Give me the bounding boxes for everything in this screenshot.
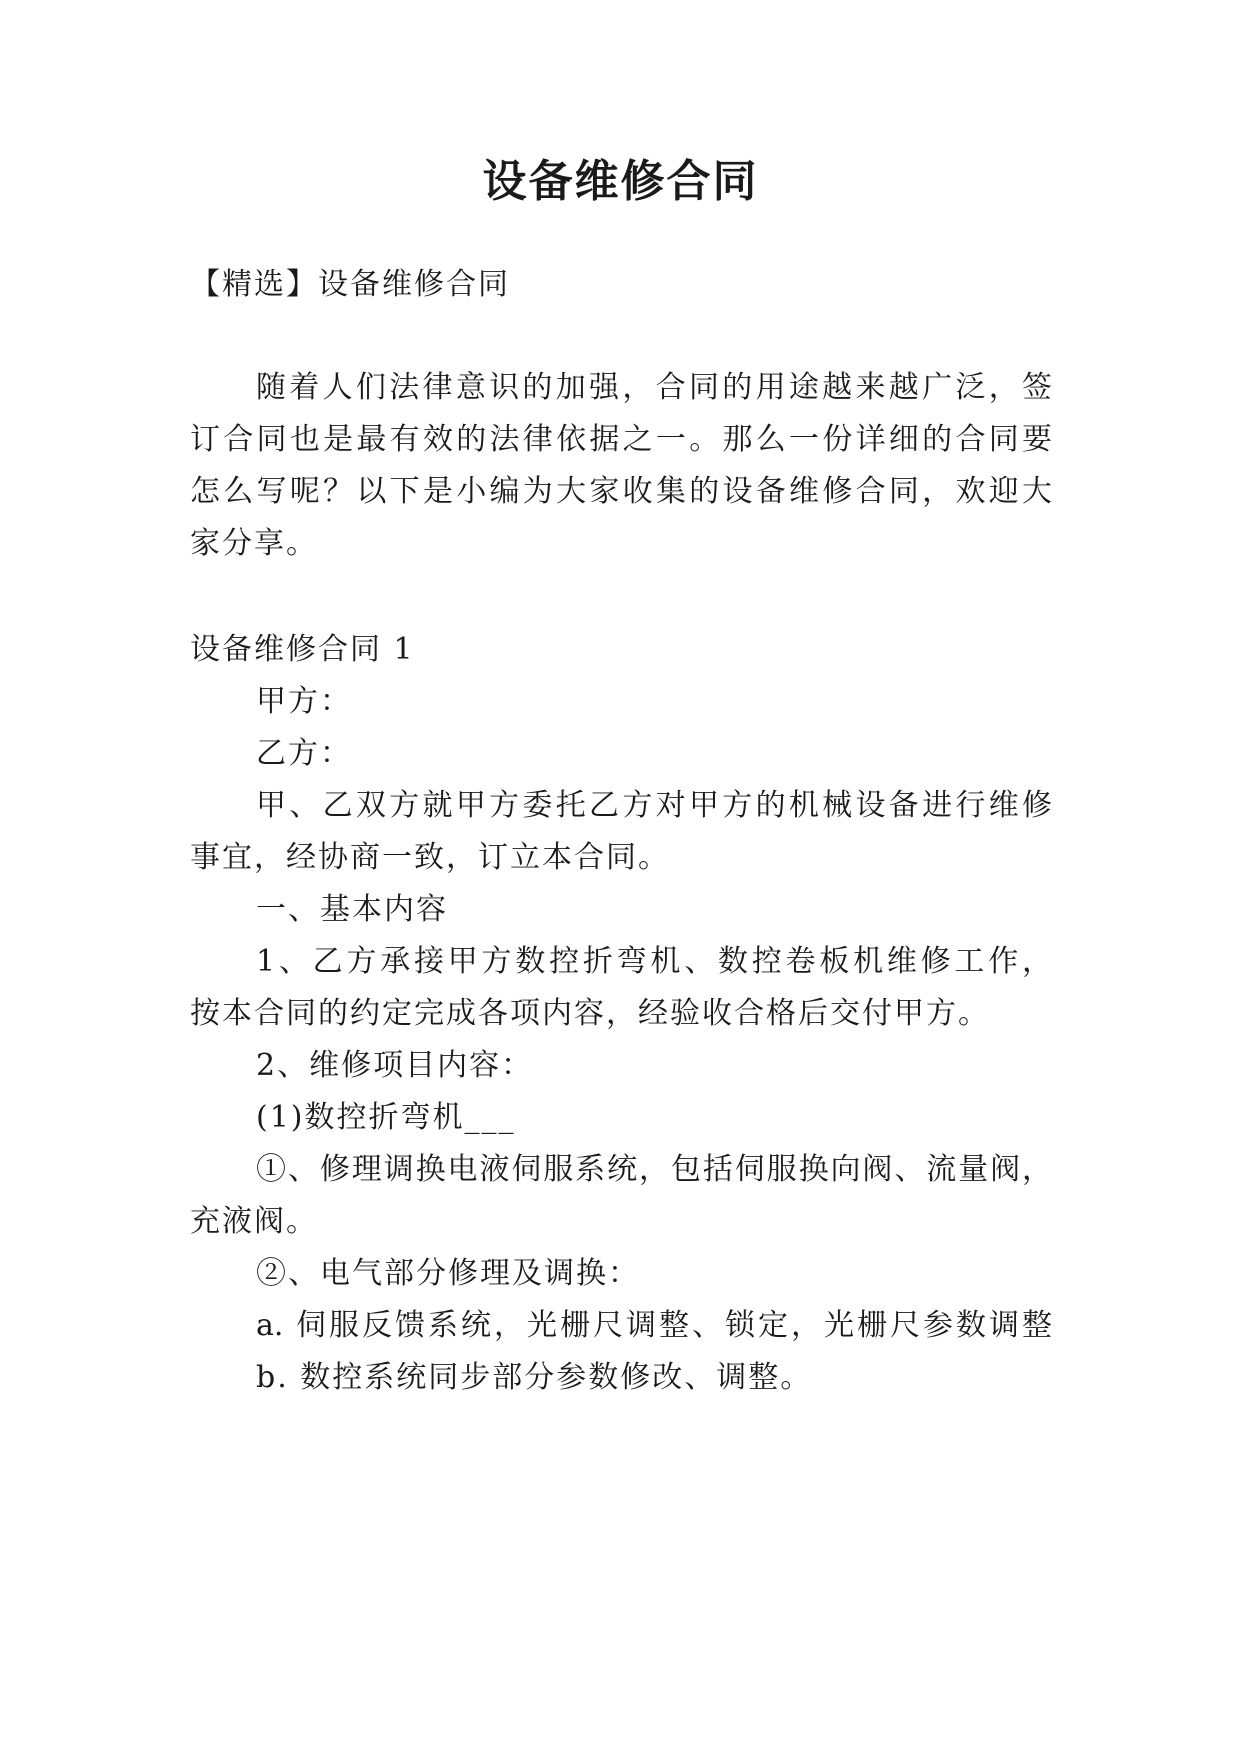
document-subtitle: 【精选】设备维修合同 (190, 267, 510, 302)
document-title: 设备维修合同 (482, 156, 759, 207)
item1-line-2: 按本合同的约定完成各项内容，经验收合格后交付甲方。 (190, 996, 990, 1031)
item2-label: 2、维修项目内容： (256, 1048, 534, 1083)
party-a-label: 甲方： (256, 684, 352, 719)
intro-line-1: 随着人们法律意识的加强，合同的用途越来越广泛，签 (256, 370, 1052, 405)
contract-heading: 设备维修合同 1 (190, 632, 415, 667)
circle-item-2: ②、电气部分修理及调换： (256, 1256, 640, 1291)
preamble-line-1: 甲、乙双方就甲方委托乙方对甲方的机械设备进行维修 (256, 788, 1052, 823)
circle-item-1-line-1: ①、修理调换电液伺服系统，包括伺服换向阀、流量阀， (256, 1152, 1052, 1187)
party-b-label: 乙方： (256, 736, 352, 771)
preamble-line-2: 事宜，经协商一致，订立本合同。 (190, 840, 670, 875)
intro-line-3: 怎么写呢？以下是小编为大家收集的设备维修合同，欢迎大 (190, 474, 1052, 509)
intro-line-4: 家分享。 (190, 526, 318, 561)
item1-line-1: 1、乙方承接甲方数控折弯机、数控卷板机维修工作， (256, 944, 1052, 979)
section-heading: 一、基本内容 (256, 892, 448, 927)
intro-line-2: 订合同也是最有效的法律依据之一。那么一份详细的合同要 (190, 422, 1052, 457)
point-a: a. 伺服反馈系统，光栅尺调整、锁定，光栅尺参数调整 (256, 1308, 1052, 1343)
sub-item-1: (1)数控折弯机___ (256, 1100, 516, 1135)
point-b: b. 数控系统同步部分参数修改、调整。 (256, 1360, 813, 1395)
circle-item-1-line-2: 充液阀。 (190, 1204, 318, 1239)
